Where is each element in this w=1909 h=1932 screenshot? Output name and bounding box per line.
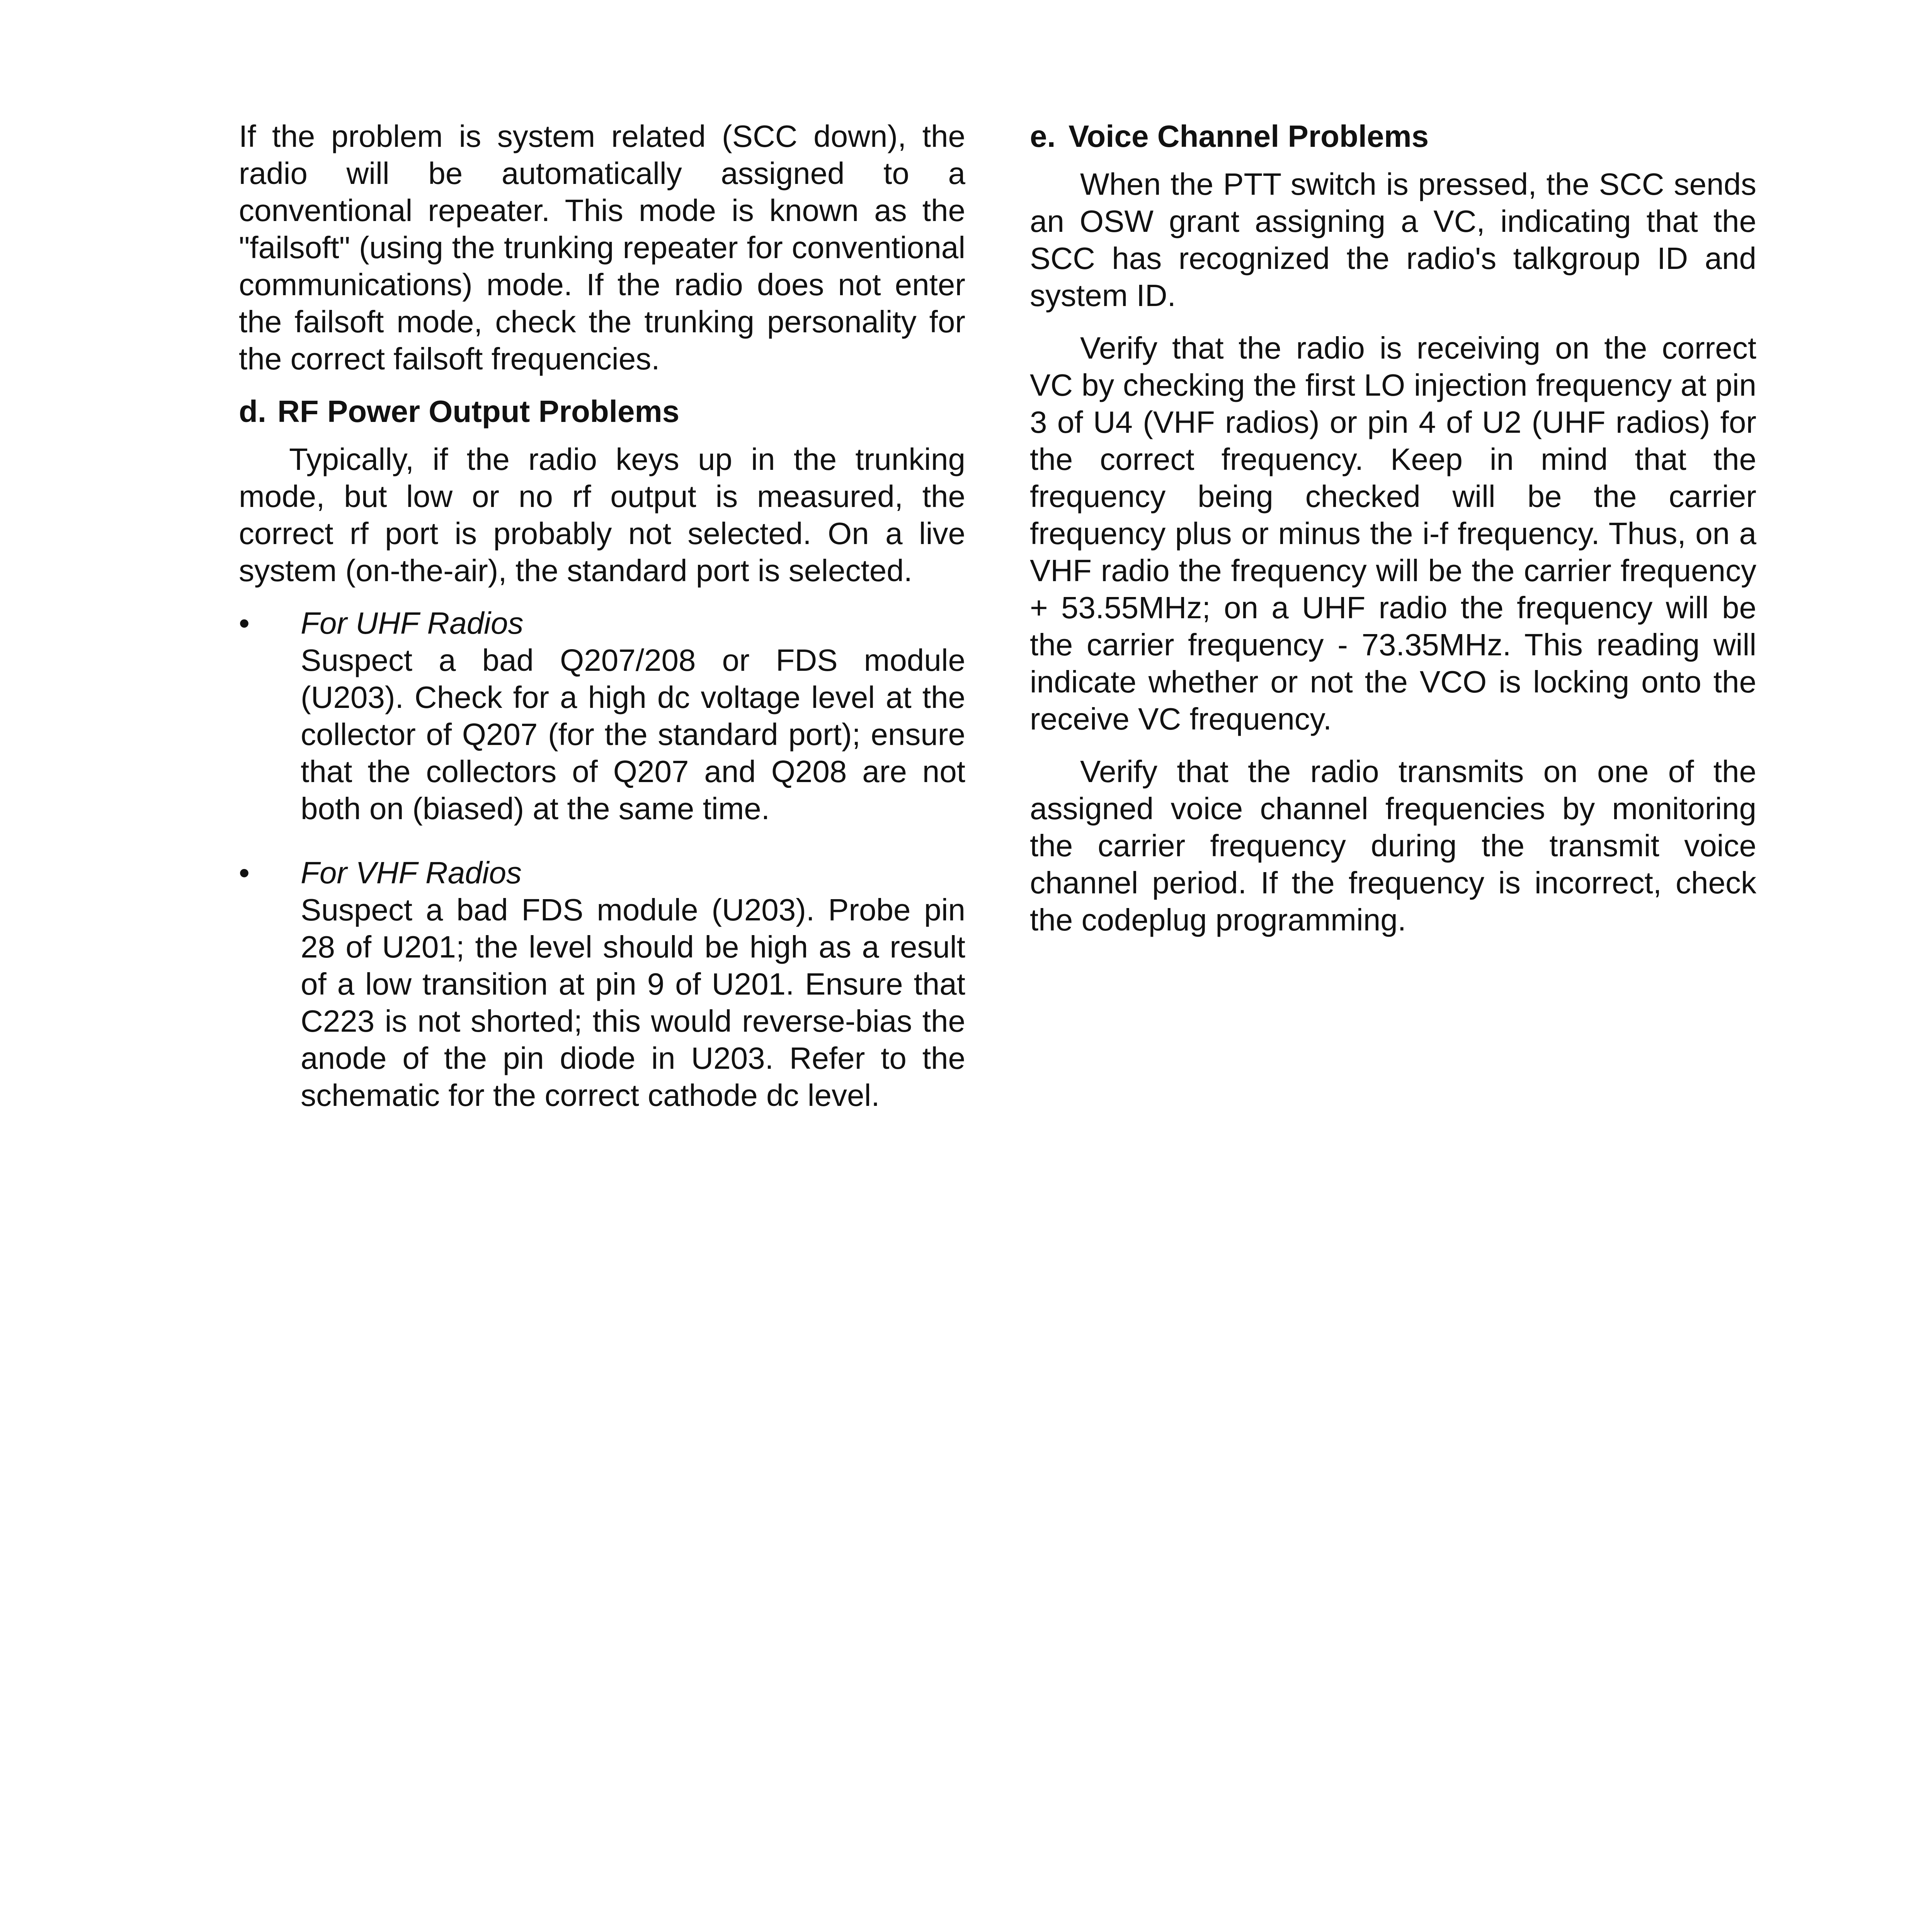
section-e-letter: e. — [1030, 119, 1056, 153]
section-e-title: Voice Channel Problems — [1068, 119, 1429, 153]
section-e-paragraph-3: Verify that the radio transmits on one of the assigned voice channel frequencies by monitoring the carrier frequency during the transmit voice channel period. If the frequency is incorrect, check the codeplug programming. — [1030, 754, 1756, 937]
bullet-body: Suspect a bad Q207/208 or FDS module (U203). Check for a high dc voltage level at the collector of Q207 (for the standard port); ensure that the collectors of Q207 and Q208 are not both on (biased) at the same time. — [301, 643, 965, 826]
bullet-title: For UHF Radios — [301, 606, 524, 640]
section-e-paragraph-2: Verify that the radio is receiving on the correct VC by checking the first LO injection frequency at pin 3 of U4 (VHF radios) or pin 4 of U2 (UHF radios) for the correct frequency. Keep in mind that the frequency being checked will be the carrier frequency plus or minus the i-f frequency. Thus, on a VHF radio the frequency will be the carrier frequency + 53.55MHz; on a UHF radio the frequency will be the carrier frequency - 73.35MHz. This reading will indicate whether or not the VCO is locking onto the receive VC frequency. — [1030, 331, 1756, 736]
left-column — [239, 118, 965, 1141]
bullet-icon: • — [239, 606, 250, 640]
bullet-title: For VHF Radios — [301, 855, 522, 890]
bullet-uhf-radios — [239, 605, 965, 827]
bullet-body: Suspect a bad FDS module (U203). Probe pin 28 of U201; the level should be high as a result of a low transition at pin 9 of U201. Ensure that C223 is not shorted; this would reverse-bias the anode of the pin diode in U203. Refer to the schematic for the correct cathode dc level. — [301, 893, 965, 1112]
section-d-heading — [239, 393, 965, 430]
section-d-paragraph: Typically, if the radio keys up in the trunking mode, but low or no rf output is measured, the correct rf port is probably not selected. On a live system (on-the-air), the standard port is selected. — [239, 442, 965, 588]
intro-paragraph: If the problem is system related (SCC down), the radio will be automatically assigned to a conventional repeater. This mode is known as the "failsoft" (using the trunking repeater for conventional communications) mode. If the radio does not enter the failsoft mode, check the trunking personality for the correct failsoft frequencies. — [239, 119, 965, 376]
section-e-paragraph-1: When the PTT switch is pressed, the SCC sends an OSW grant assigning a VC, indicating that the SCC has recognized the radio's talkgroup ID and system ID. — [1030, 167, 1756, 313]
bullet-icon: • — [239, 855, 250, 890]
section-d-letter: d. — [239, 394, 267, 429]
bullet-vhf-radios — [239, 854, 965, 1114]
right-column — [1030, 118, 1756, 954]
section-d-title: RF Power Output Problems — [277, 394, 680, 429]
section-e-heading — [1030, 118, 1756, 155]
